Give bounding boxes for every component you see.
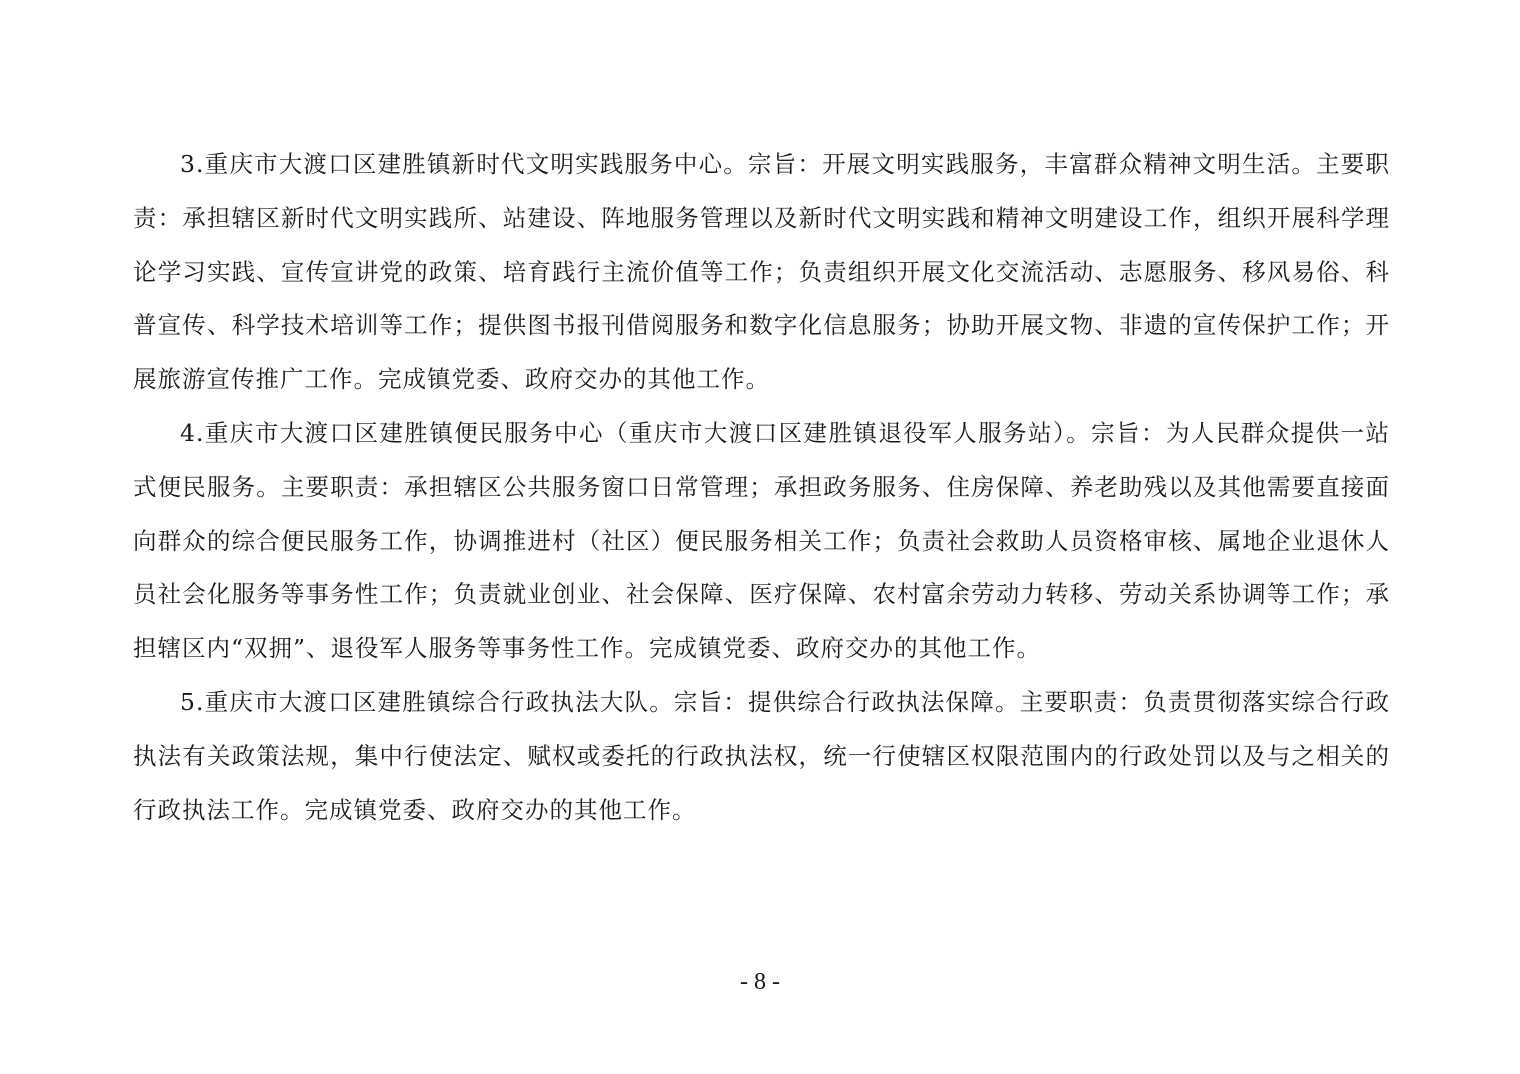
page-number: - 8 - — [740, 969, 780, 995]
paragraph-cultural-practice-center: 3.重庆市大渡口区建胜镇新时代文明实践服务中心。宗旨：开展文明实践服务，丰富群众精神文明生活。主要职责：承担辖区新时代文明实践所、站建设、阵地服务管理以及新时代文明实践和精神文明建设工作，组织开展科学理论学习实践、宣传宣讲党的政策、培育践行主流价值等工作；负责组织开展文化交流活动、志愿服务、移风易俗、科普宣传、科学技术培训等工作；提供图书报刊借阅服务和数字化信息服务；协助开展文物、非遗的宣传保护工作；开展旅游宣传推广工作。完成镇党委、政府交办的其他工作。 — [133, 150, 1390, 394]
document-body — [133, 138, 1390, 837]
paragraph-convenience-service-center: 4.重庆市大渡口区建胜镇便民服务中心（重庆市大渡口区建胜镇退役军人服务站）。宗旨：为人民群众提供一站式便民服务。主要职责：承担辖区公共服务窗口日常管理；承担政务服务、住房保障、养老助残以及其他需要直接面向群众的综合便民服务工作，协调推进村（社区）便民服务相关工作；负责社会救助人员资格审核、属地企业退休人员社会化服务等事务性工作；负责就业创业、社会保障、医疗保障、农村富余劳动力转移、劳动关系协调等工作；承担辖区内“双拥”、退役军人服务等事务性工作。完成镇党委、政府交办的其他工作。 — [133, 418, 1390, 663]
paragraph-law-enforcement-brigade: 5.重庆市大渡口区建胜镇综合行政执法大队。宗旨：提供综合行政执法保障。主要职责：负责贯彻落实综合行政执法有关政策法规，集中行使法定、赋权或委托的行政执法权，统一行使辖区权限范围内的行政处罚以及与之相关的行政执法工作。完成镇党委、政府交办的其他工作。 — [133, 687, 1390, 824]
